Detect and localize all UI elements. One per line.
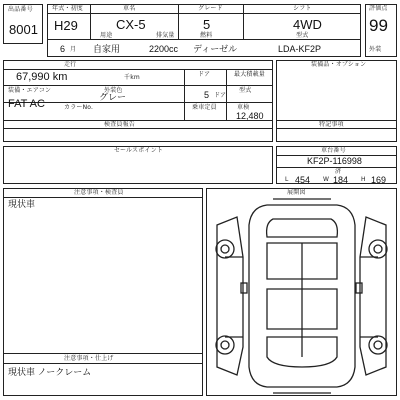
year-label: 年式・初度 [52,5,84,12]
score-value: 99 [369,16,388,35]
year-value: H29 [54,18,78,33]
lot-number-box [3,4,43,44]
color-label: 外装色 [104,87,123,94]
model-value: CX-5 [116,17,146,32]
frame-box [276,146,397,184]
notes-box [3,188,203,396]
grade-label: グレード [198,5,223,12]
mileage-value: 67,990 km [16,71,68,83]
extra-label: 特記事項 [319,121,344,128]
seats-label: 乗車定員 [192,104,217,111]
mileage-label: 走行 [64,61,77,68]
frame-status: 済 [335,168,342,175]
inspection-label: 検査員報告 [104,121,136,128]
score-label: 評価点 [369,5,388,12]
mileage-unit: 千km [124,74,140,81]
length-value: 454 [295,175,311,185]
width-label: W [323,176,330,183]
equipment-notes-box [276,60,397,142]
chassis-code-label: 型式 [239,87,252,94]
model-label: 車名 [123,5,136,12]
usage-label: 用途 [100,32,113,39]
score-box [365,4,397,57]
equipment-label: 装備・エアコン [8,87,52,94]
reg-date-value: 12,480 [236,111,264,121]
sales-points-box [3,146,273,184]
color-value: グレー [99,92,127,102]
car-diagram [207,197,396,395]
doors-value: 5 [204,90,210,100]
reg-date-label: 車検 [237,104,250,111]
height-value: 169 [371,175,387,185]
fuel-label: 燃料 [200,32,213,39]
equipment-value: FAT AC [8,98,45,110]
equipment-notes-label: 装備品・オプション [311,61,367,68]
lot-number: 8001 [9,22,38,37]
doors-label: ドア [198,71,211,78]
width-value: 184 [333,175,349,185]
car-diagram-box [206,188,397,396]
usage-value: 自家用 [93,44,121,54]
fuel-value: ディーゼル [193,44,238,54]
type-label: 型式 [296,32,309,39]
lot-number-label: 出品番号 [8,6,33,13]
displacement-label: 排気量 [156,32,175,39]
recolor-label: カラーNo. [64,104,94,111]
drive-value: 4WD [293,17,322,32]
type-value: LDA-KF2P [278,44,322,54]
month-value: 6 [60,44,66,54]
bottom-notes-label: 注意事項・仕上げ [64,355,114,362]
frame-value: KF2P-116998 [307,156,362,166]
grade-value: 5 [203,17,211,32]
sales-points-label: セールスポイント [114,147,164,154]
capacity-label: 最大積載量 [234,71,266,78]
notes-value: 現状車 [8,199,36,209]
frame-label: 車台番号 [321,147,346,154]
mission-label: シフト [293,5,312,12]
notes-label: 注意事項・検査員 [74,189,124,196]
spec-box [3,60,273,142]
month-unit: 月 [70,46,77,53]
vehicle-header-box [47,4,361,57]
bottom-notes-value: 現状車 ノークレーム [8,367,92,377]
displacement-value: 2200cc [149,44,179,54]
length-label: L [285,176,289,183]
diagram-label: 展開図 [287,189,306,196]
score-side: 外装 [369,46,382,53]
height-label: H [361,176,366,183]
doors-unit: ドア [214,92,227,99]
